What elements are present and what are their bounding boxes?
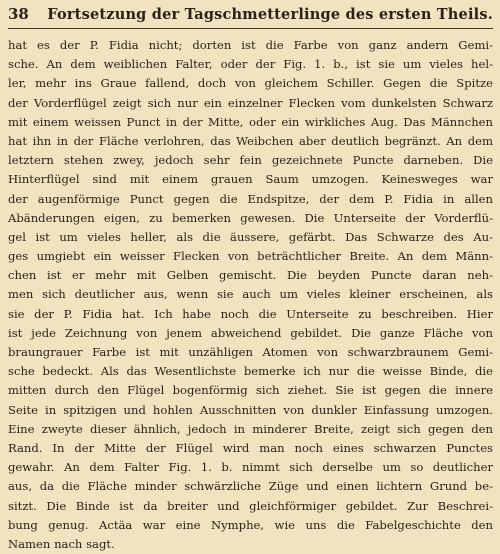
- text-line: sitzt. Die Binde ist da breiter und gleichförmiger gebildet. Zur Beschrei-: [8, 498, 493, 513]
- text-line: Abänderungen eigen, zu bemerken gewesen. Die Unterseite der Vorderflü-: [8, 210, 493, 225]
- page-number: 38: [8, 5, 29, 23]
- text-line: chen ist er mehr mit Gelben gemischt. Die beyden Puncte daran neh-: [8, 268, 493, 283]
- text-line: men sich deutlicher aus, wenn sie auch um vieles kleiner erscheinen, als: [8, 287, 493, 302]
- body-text: [8, 36, 493, 554]
- text-line: ges umgiebt ein weisser Flecken von beträchtlicher Breite. An dem Männ-: [8, 249, 493, 264]
- running-title: Fortsetzung der Tagschmetterlinge des ersten Theils.: [47, 6, 493, 23]
- text-line: ler, mehr ins Graue fallend, doch von gleichem Schiller. Gegen die Spitze: [8, 76, 493, 91]
- text-line: Eine zweyte dieser ähnlich, jedoch in minderer Breite, zeigt sich gegen den: [8, 421, 493, 436]
- text-line: gewahr. An dem Falter Fig. 1. b. nimmt sich derselbe um so deutlicher: [8, 460, 493, 475]
- text-line: aus, da die Fläche minder schwärzliche Züge und einen lichtern Grund be-: [8, 479, 493, 494]
- text-line: sche. An dem weiblichen Falter, oder der Fig. 1. b., ist sie um vieles hel-: [8, 57, 493, 72]
- text-line: mit einem weissen Punct in der Mitte, oder ein wirkliches Aug. Das Männchen: [8, 114, 493, 129]
- text-line: bung genug. Actäa war eine Nymphe, wie uns die Fabelgeschichte den: [8, 517, 493, 532]
- text-line: ist jede Zeichnung von jenem abweichend gebildet. Die ganze Fläche von: [8, 325, 493, 340]
- text-line: der Vorderflügel zeigt sich nur ein einzelner Flecken vom dunkelsten Schwarz: [8, 95, 493, 110]
- text-line: Namen nach sagt.: [8, 536, 115, 551]
- text-line: braungrauer Farbe ist mit unzähligen Atomen von schwarzbraunem Gemi-: [8, 345, 493, 359]
- text-line: der augenförmige Punct gegen die Endspitze, der dem P. Fidia in allen: [8, 191, 493, 206]
- text-line: gel ist um vieles heller, als die äussere, gefärbt. Das Schwarze des Au-: [8, 229, 493, 244]
- text-line: sche bedeckt. Als das Wesentlichste bemerke ich nur die weisse Binde, die: [8, 364, 493, 379]
- text-line: letztern stehen zwey, jedoch sehr fein gezeichnete Puncte darneben. Die: [8, 153, 493, 168]
- text-line: sie der P. Fidia hat. Ich habe noch die Unterseite zu beschreiben. Hier: [8, 306, 493, 321]
- text-line: mitten durch den Flügel bogenförmig sich ziehet. Sie ist gegen die innere: [8, 383, 493, 398]
- text-line: Seite in spitzigen und hohlen Ausschnitten von dunkler Einfassung umzogen.: [8, 402, 493, 417]
- text-line: Rand. In der Mitte der Flügel wird man noch eines schwarzen Punctes: [8, 440, 493, 455]
- text-line: Hinterflügel sind mit einem grauen Saum umzogen. Keinesweges war: [8, 172, 493, 187]
- text-line: hat ihn in der Fläche verlohren, das Weibchen aber deutlich begränzt. An dem: [8, 133, 493, 148]
- page-header: [8, 5, 493, 29]
- text-line: hat es der P. Fidia nicht; dorten ist die Farbe von ganz andern Gemi-: [8, 38, 493, 52]
